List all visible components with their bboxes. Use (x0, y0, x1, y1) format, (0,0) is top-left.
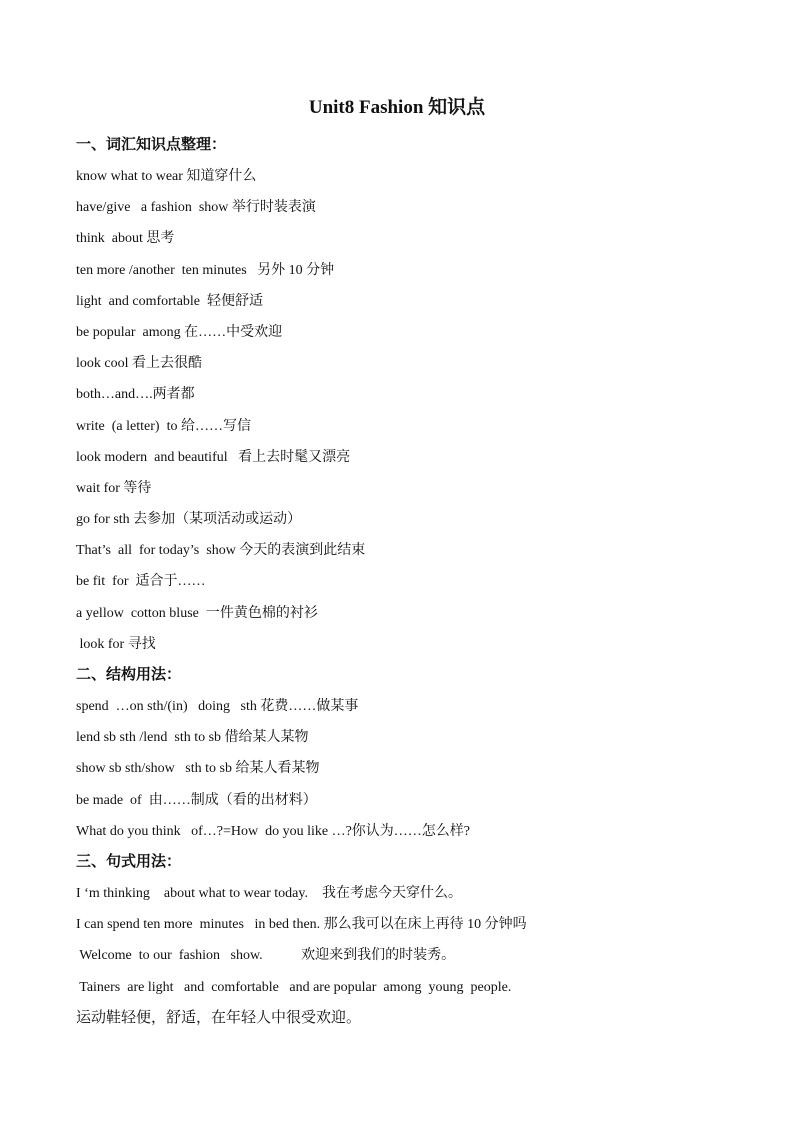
vocab-line: be popular among 在……中受欢迎 (76, 324, 283, 340)
structure-line: lend sb sth /lend sth to sb 借给某人某物 (76, 730, 309, 746)
sentence-line: I ‘m thinking about what to wear today. 我在考虑今天穿什么。 (76, 885, 462, 901)
structure-line: be made of 由……制成（看的出材料） (76, 792, 317, 808)
structure-line: spend …on sth/(in) doing sth 花费……做某事 (76, 699, 359, 714)
vocab-line: know what to wear 知道穿什么 (76, 169, 257, 184)
sentence-line: Welcome to our fashion show. 欢迎来到我们的时装秀。 (76, 948, 456, 964)
vocab-line: light and comfortable 轻便舒适 (76, 293, 264, 309)
vocab-line: That’s all for today’s show 今天的表演到此结束 (76, 543, 366, 559)
vocab-line: look modern and beautiful 看上去时髦又漂亮 (76, 449, 351, 465)
section-heading-sentences: 三、句式用法： (76, 853, 182, 870)
sentence-line: I can spend ten more minutes in bed then. 那么我可以在床上再待 10 分钟吗 (76, 917, 527, 933)
structure-line: show sb sth/show sth to sb 给某人看某物 (76, 761, 320, 777)
structure-line: What do you think of…?=How do you like …?你认为……怎么样? (76, 823, 471, 839)
vocab-line: ten more /another ten minutes 另外 10 分钟 (76, 262, 335, 278)
section-heading-structure: 二、结构用法： (76, 667, 182, 683)
section-heading-vocabulary: 一、词汇知识点整理： (76, 137, 227, 153)
vocab-line: write (a letter) to 给……写信 (76, 418, 251, 434)
vocab-line: look cool 看上去很酷 (76, 356, 202, 372)
vocab-line: have/give a fashion show 举行时装表演 (76, 200, 316, 216)
document-title: Unit8 Fashion 知识点 (308, 97, 486, 118)
vocab-line: go for sth 去参加（某项活动或运动） (76, 512, 302, 528)
sentence-line: 运动鞋轻便，舒适，在年轻人中很受欢迎。 (76, 1009, 362, 1026)
vocab-line: look for 寻找 (76, 636, 156, 652)
vocab-line: wait for 等待 (76, 480, 152, 496)
sentence-line: Tainers are light and comfortable and are popular among young people. (76, 979, 512, 995)
vocab-line: think about 思考 (76, 231, 175, 247)
vocab-line: be fit for 适合于…… (76, 574, 206, 590)
vocab-line: both…and….两者都 (76, 387, 195, 403)
document-content (76, 130, 736, 1034)
vocab-line: a yellow cotton bluse 一件黄色棉的衬衫 (76, 605, 318, 621)
